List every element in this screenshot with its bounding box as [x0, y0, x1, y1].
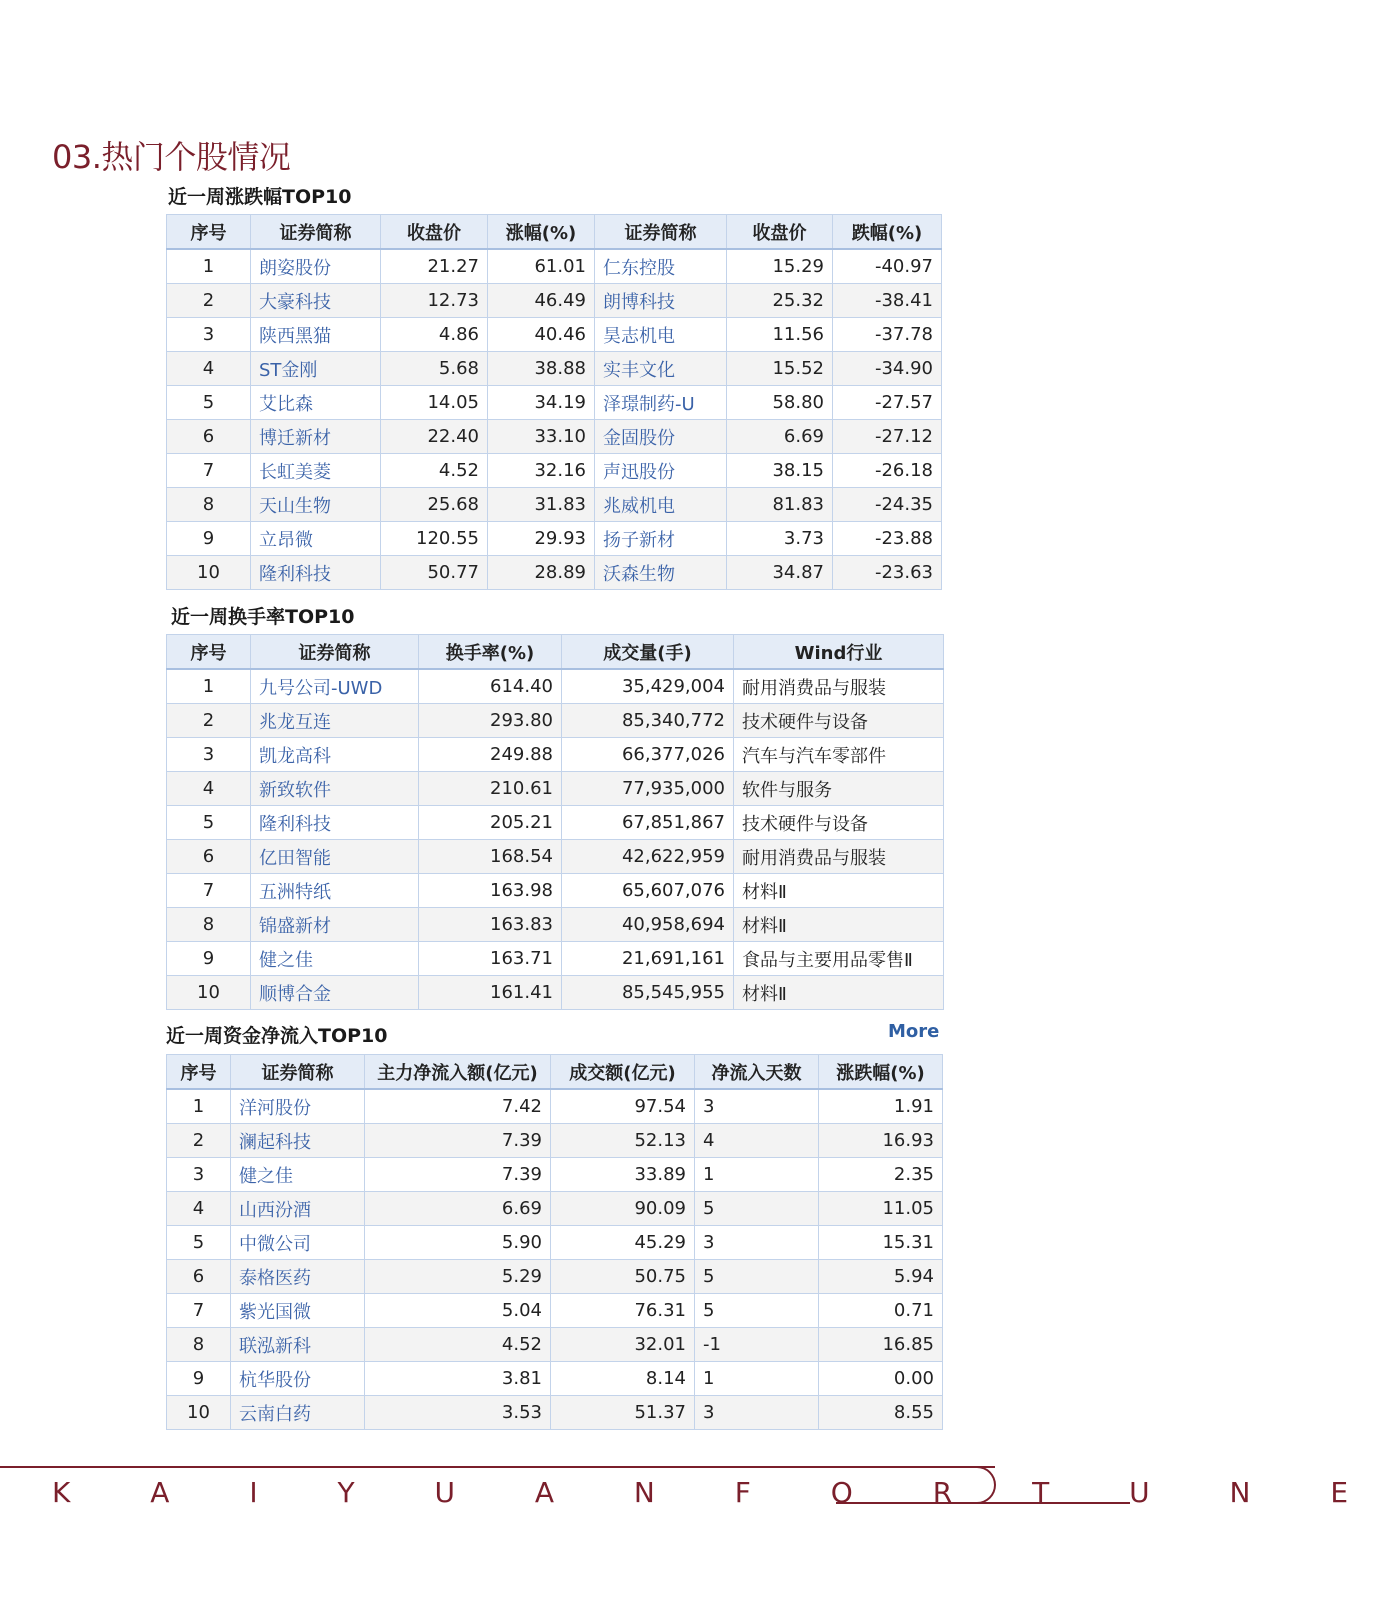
cell-main-net-inflow: 5.29	[365, 1260, 551, 1294]
column-header-loss-pct: 跌幅(%)	[833, 215, 942, 250]
cell-rank: 6	[167, 1260, 231, 1294]
table-row	[167, 1396, 943, 1430]
table-row	[167, 488, 942, 522]
cell-gainer-name[interactable]: 隆利科技	[251, 556, 381, 590]
cell-loser-close: 25.32	[727, 284, 833, 318]
gainers-losers-table	[166, 214, 942, 590]
cell-stock-name[interactable]: 健之佳	[251, 942, 419, 976]
column-header-loser-close: 收盘价	[727, 215, 833, 250]
cell-turnover-pct: 249.88	[419, 738, 562, 772]
cell-volume: 67,851,867	[562, 806, 734, 840]
cell-change-pct: 2.35	[819, 1158, 943, 1192]
cell-main-net-inflow: 3.53	[365, 1396, 551, 1430]
cell-inflow-days: 4	[695, 1124, 819, 1158]
table-row	[167, 1158, 943, 1192]
cell-rank: 3	[167, 1158, 231, 1192]
cell-inflow-days: 5	[695, 1192, 819, 1226]
cell-stock-name[interactable]: 亿田智能	[251, 840, 419, 874]
cell-loser-name[interactable]: 声迅股份	[595, 454, 727, 488]
cell-gainer-close: 21.27	[381, 249, 488, 284]
cell-volume: 77,935,000	[562, 772, 734, 806]
cell-stock-name[interactable]: 山西汾酒	[231, 1192, 365, 1226]
cell-loser-name[interactable]: 实丰文化	[595, 352, 727, 386]
cell-loss-pct: -38.41	[833, 284, 942, 318]
cell-rank: 8	[167, 488, 251, 522]
cell-loss-pct: -27.57	[833, 386, 942, 420]
cell-gainer-close: 22.40	[381, 420, 488, 454]
cell-loser-close: 11.56	[727, 318, 833, 352]
cell-volume: 35,429,004	[562, 669, 734, 704]
cell-volume: 40,958,694	[562, 908, 734, 942]
gainers-losers-caption: 近一周涨跌幅TOP10	[168, 186, 352, 208]
table-row	[167, 1260, 943, 1294]
cell-rank: 6	[167, 840, 251, 874]
cell-stock-name[interactable]: 兆龙互连	[251, 704, 419, 738]
net-inflow-caption: 近一周资金净流入TOP10	[166, 1025, 388, 1047]
cell-turnover-pct: 210.61	[419, 772, 562, 806]
cell-inflow-days: 5	[695, 1260, 819, 1294]
cell-rank: 9	[167, 942, 251, 976]
cell-rank: 1	[167, 669, 251, 704]
cell-turnover-amount: 50.75	[551, 1260, 695, 1294]
cell-stock-name[interactable]: 中微公司	[231, 1226, 365, 1260]
cell-inflow-days: 3	[695, 1396, 819, 1430]
cell-rank: 9	[167, 522, 251, 556]
column-header-volume: 成交量(手)	[562, 635, 734, 670]
cell-gainer-name[interactable]: 陕西黑猫	[251, 318, 381, 352]
cell-loser-close: 15.29	[727, 249, 833, 284]
cell-gainer-name[interactable]: 艾比森	[251, 386, 381, 420]
column-header-change-pct: 涨跌幅(%)	[819, 1055, 943, 1090]
cell-wind-industry: 耐用消费品与服装	[734, 669, 944, 704]
cell-gain-pct: 29.93	[488, 522, 595, 556]
cell-volume: 65,607,076	[562, 874, 734, 908]
column-header-wind-industry: Wind行业	[734, 635, 944, 670]
table-row	[167, 318, 942, 352]
cell-volume: 85,545,955	[562, 976, 734, 1010]
cell-stock-name[interactable]: 五洲特纸	[251, 874, 419, 908]
cell-gain-pct: 34.19	[488, 386, 595, 420]
column-header-rank: 序号	[167, 635, 251, 670]
cell-gainer-name[interactable]: ST金刚	[251, 352, 381, 386]
cell-wind-industry: 食品与主要用品零售Ⅱ	[734, 942, 944, 976]
cell-rank: 7	[167, 874, 251, 908]
table-row	[167, 908, 944, 942]
cell-loser-close: 38.15	[727, 454, 833, 488]
cell-stock-name[interactable]: 凯龙高科	[251, 738, 419, 772]
cell-stock-name[interactable]: 新致软件	[251, 772, 419, 806]
cell-loser-close: 81.83	[727, 488, 833, 522]
cell-volume: 85,340,772	[562, 704, 734, 738]
cell-inflow-days: 3	[695, 1226, 819, 1260]
cell-change-pct: 1.91	[819, 1089, 943, 1124]
column-header-gain-pct: 涨幅(%)	[488, 215, 595, 250]
cell-loss-pct: -40.97	[833, 249, 942, 284]
table-row	[167, 386, 942, 420]
table-row	[167, 522, 942, 556]
cell-loser-name[interactable]: 沃森生物	[595, 556, 727, 590]
cell-loser-name[interactable]: 兆威机电	[595, 488, 727, 522]
cell-main-net-inflow: 4.52	[365, 1328, 551, 1362]
cell-gainer-close: 50.77	[381, 556, 488, 590]
cell-gain-pct: 31.83	[488, 488, 595, 522]
table-row	[167, 874, 944, 908]
cell-change-pct: 5.94	[819, 1260, 943, 1294]
cell-gain-pct: 28.89	[488, 556, 595, 590]
cell-loss-pct: -27.12	[833, 420, 942, 454]
table-row	[167, 249, 942, 284]
column-header-stock-name: 证券简称	[251, 635, 419, 670]
cell-loser-name[interactable]: 金固股份	[595, 420, 727, 454]
cell-main-net-inflow: 3.81	[365, 1362, 551, 1396]
cell-gainer-name[interactable]: 朗姿股份	[251, 249, 381, 284]
cell-volume: 42,622,959	[562, 840, 734, 874]
cell-gainer-close: 5.68	[381, 352, 488, 386]
table-row	[167, 1226, 943, 1260]
table-row	[167, 556, 942, 590]
cell-turnover-amount: 97.54	[551, 1089, 695, 1124]
cell-main-net-inflow: 6.69	[365, 1192, 551, 1226]
cell-inflow-days: 5	[695, 1294, 819, 1328]
column-header-inflow-days: 净流入天数	[695, 1055, 819, 1090]
cell-turnover-amount: 45.29	[551, 1226, 695, 1260]
table-row	[167, 1328, 943, 1362]
cell-turnover-pct: 163.83	[419, 908, 562, 942]
table-row	[167, 976, 944, 1010]
cell-inflow-days: 1	[695, 1158, 819, 1192]
cell-loser-close: 6.69	[727, 420, 833, 454]
turnover-caption: 近一周换手率TOP10	[171, 606, 355, 628]
cell-change-pct: 0.00	[819, 1362, 943, 1396]
cell-turnover-pct: 163.71	[419, 942, 562, 976]
cell-rank: 10	[167, 976, 251, 1010]
cell-loser-name[interactable]: 朗博科技	[595, 284, 727, 318]
cell-rank: 5	[167, 386, 251, 420]
cell-rank: 6	[167, 420, 251, 454]
cell-wind-industry: 技术硬件与设备	[734, 806, 944, 840]
cell-stock-name[interactable]: 联泓新科	[231, 1328, 365, 1362]
table-row	[167, 454, 942, 488]
table-row	[167, 704, 944, 738]
cell-rank: 2	[167, 704, 251, 738]
cell-rank: 8	[167, 1328, 231, 1362]
cell-turnover-amount: 51.37	[551, 1396, 695, 1430]
cell-rank: 1	[167, 1089, 231, 1124]
cell-loser-close: 15.52	[727, 352, 833, 386]
cell-inflow-days: 1	[695, 1362, 819, 1396]
table-header-row	[167, 635, 944, 670]
table-row	[167, 942, 944, 976]
cell-stock-name[interactable]: 杭华股份	[231, 1362, 365, 1396]
cell-stock-name[interactable]: 洋河股份	[231, 1089, 365, 1124]
cell-rank: 10	[167, 556, 251, 590]
cell-main-net-inflow: 7.39	[365, 1158, 551, 1192]
cell-turnover-amount: 8.14	[551, 1362, 695, 1396]
cell-inflow-days: -1	[695, 1328, 819, 1362]
cell-turnover-pct: 168.54	[419, 840, 562, 874]
table-row	[167, 420, 942, 454]
cell-turnover-amount: 76.31	[551, 1294, 695, 1328]
cell-loser-name[interactable]: 扬子新材	[595, 522, 727, 556]
cell-turnover-pct: 293.80	[419, 704, 562, 738]
cell-rank: 7	[167, 1294, 231, 1328]
cell-turnover-amount: 33.89	[551, 1158, 695, 1192]
table-header-row	[167, 215, 942, 250]
table-row	[167, 1192, 943, 1226]
cell-wind-industry: 软件与服务	[734, 772, 944, 806]
cell-change-pct: 15.31	[819, 1226, 943, 1260]
cell-change-pct: 16.85	[819, 1328, 943, 1362]
cell-wind-industry: 汽车与汽车零部件	[734, 738, 944, 772]
cell-loss-pct: -26.18	[833, 454, 942, 488]
cell-loss-pct: -24.35	[833, 488, 942, 522]
cell-loser-close: 58.80	[727, 386, 833, 420]
cell-volume: 66,377,026	[562, 738, 734, 772]
cell-change-pct: 0.71	[819, 1294, 943, 1328]
column-header-turnover-pct: 换手率(%)	[419, 635, 562, 670]
cell-rank: 9	[167, 1362, 231, 1396]
cell-gain-pct: 32.16	[488, 454, 595, 488]
cell-gainer-name[interactable]: 天山生物	[251, 488, 381, 522]
cell-turnover-pct: 163.98	[419, 874, 562, 908]
cell-rank: 2	[167, 1124, 231, 1158]
cell-change-pct: 8.55	[819, 1396, 943, 1430]
table-row	[167, 806, 944, 840]
cell-loser-name[interactable]: 泽璟制药-U	[595, 386, 727, 420]
cell-main-net-inflow: 7.39	[365, 1124, 551, 1158]
column-header-gainer-name: 证券简称	[251, 215, 381, 250]
cell-gainer-name[interactable]: 立昂微	[251, 522, 381, 556]
column-header-rank: 序号	[167, 215, 251, 250]
table-row	[167, 352, 942, 386]
cell-stock-name[interactable]: 健之佳	[231, 1158, 365, 1192]
cell-rank: 4	[167, 1192, 231, 1226]
table-row	[167, 1294, 943, 1328]
cell-main-net-inflow: 7.42	[365, 1089, 551, 1124]
cell-rank: 4	[167, 352, 251, 386]
cell-gain-pct: 61.01	[488, 249, 595, 284]
cell-turnover-amount: 52.13	[551, 1124, 695, 1158]
cell-stock-name[interactable]: 九号公司-UWD	[251, 669, 419, 704]
cell-rank: 3	[167, 738, 251, 772]
cell-wind-industry: 材料Ⅱ	[734, 908, 944, 942]
cell-gainer-close: 4.86	[381, 318, 488, 352]
cell-turnover-pct: 614.40	[419, 669, 562, 704]
table-row	[167, 1362, 943, 1396]
cell-stock-name[interactable]: 澜起科技	[231, 1124, 365, 1158]
cell-wind-industry: 材料Ⅱ	[734, 874, 944, 908]
cell-gain-pct: 38.88	[488, 352, 595, 386]
table-row	[167, 1124, 943, 1158]
cell-gain-pct: 33.10	[488, 420, 595, 454]
table-row	[167, 840, 944, 874]
cell-turnover-amount: 32.01	[551, 1328, 695, 1362]
cell-change-pct: 11.05	[819, 1192, 943, 1226]
cell-rank: 3	[167, 318, 251, 352]
cell-change-pct: 16.93	[819, 1124, 943, 1158]
cell-loss-pct: -37.78	[833, 318, 942, 352]
turnover-table	[166, 634, 944, 1010]
cell-gain-pct: 40.46	[488, 318, 595, 352]
cell-volume: 21,691,161	[562, 942, 734, 976]
cell-stock-name[interactable]: 隆利科技	[251, 806, 419, 840]
more-link[interactable]: More	[888, 1021, 940, 1042]
column-header-main-net-inflow: 主力净流入额(亿元)	[365, 1055, 551, 1090]
table-header-row	[167, 1055, 943, 1090]
cell-stock-name[interactable]: 顺博合金	[251, 976, 419, 1010]
table-row	[167, 772, 944, 806]
cell-loss-pct: -34.90	[833, 352, 942, 386]
cell-turnover-pct: 161.41	[419, 976, 562, 1010]
cell-gainer-name[interactable]: 博迁新材	[251, 420, 381, 454]
cell-loss-pct: -23.63	[833, 556, 942, 590]
cell-turnover-amount: 90.09	[551, 1192, 695, 1226]
column-header-rank: 序号	[167, 1055, 231, 1090]
cell-stock-name[interactable]: 锦盛新材	[251, 908, 419, 942]
table-row	[167, 669, 944, 704]
column-header-stock-name: 证券简称	[231, 1055, 365, 1090]
cell-gainer-close: 4.52	[381, 454, 488, 488]
cell-loser-name[interactable]: 昊志机电	[595, 318, 727, 352]
cell-main-net-inflow: 5.90	[365, 1226, 551, 1260]
cell-rank: 2	[167, 284, 251, 318]
cell-loser-name[interactable]: 仁东控股	[595, 249, 727, 284]
cell-stock-name[interactable]: 紫光国微	[231, 1294, 365, 1328]
table-row	[167, 284, 942, 318]
cell-wind-industry: 技术硬件与设备	[734, 704, 944, 738]
cell-rank: 7	[167, 454, 251, 488]
cell-wind-industry: 材料Ⅱ	[734, 976, 944, 1010]
cell-stock-name[interactable]: 云南白药	[231, 1396, 365, 1430]
cell-gainer-name[interactable]: 长虹美菱	[251, 454, 381, 488]
cell-wind-industry: 耐用消费品与服装	[734, 840, 944, 874]
cell-loser-close: 3.73	[727, 522, 833, 556]
cell-rank: 1	[167, 249, 251, 284]
column-header-gainer-close: 收盘价	[381, 215, 488, 250]
table-row	[167, 738, 944, 772]
cell-gainer-close: 14.05	[381, 386, 488, 420]
cell-stock-name[interactable]: 泰格医药	[231, 1260, 365, 1294]
brand-wordmark: K A I Y U A N F O R T U N E	[52, 1476, 1384, 1509]
table-row	[167, 1089, 943, 1124]
cell-inflow-days: 3	[695, 1089, 819, 1124]
cell-rank: 10	[167, 1396, 231, 1430]
column-header-turnover-amount: 成交额(亿元)	[551, 1055, 695, 1090]
cell-main-net-inflow: 5.04	[365, 1294, 551, 1328]
cell-turnover-pct: 205.21	[419, 806, 562, 840]
cell-gainer-close: 12.73	[381, 284, 488, 318]
cell-loser-close: 34.87	[727, 556, 833, 590]
cell-gainer-close: 120.55	[381, 522, 488, 556]
section-title: 03.热门个股情况	[52, 138, 291, 176]
cell-loss-pct: -23.88	[833, 522, 942, 556]
cell-rank: 4	[167, 772, 251, 806]
cell-gainer-name[interactable]: 大豪科技	[251, 284, 381, 318]
cell-rank: 5	[167, 806, 251, 840]
cell-gain-pct: 46.49	[488, 284, 595, 318]
net-inflow-table	[166, 1054, 943, 1430]
cell-rank: 5	[167, 1226, 231, 1260]
cell-gainer-close: 25.68	[381, 488, 488, 522]
cell-rank: 8	[167, 908, 251, 942]
column-header-loser-name: 证券简称	[595, 215, 727, 250]
